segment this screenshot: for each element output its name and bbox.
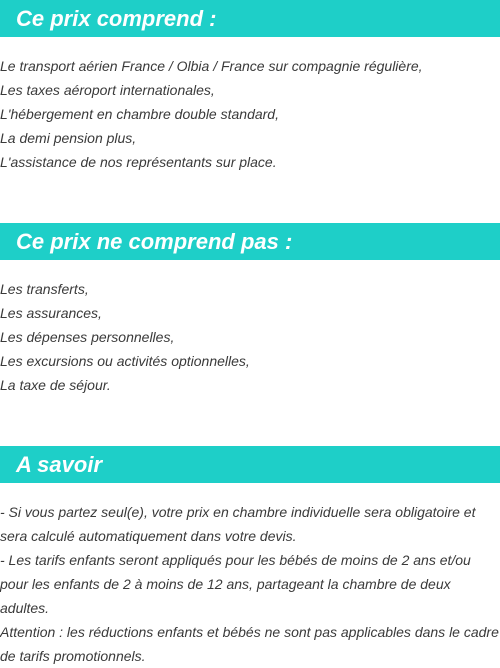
list-item: Les excursions ou activités optionnelles, xyxy=(0,353,250,369)
included-list xyxy=(0,54,500,174)
section-title: A savoir xyxy=(0,446,500,483)
list-item: L'assistance de nos représentants sur place. xyxy=(0,154,277,170)
info-paragraph: Attention : les réductions enfants et bébés ne sont pas applicables dans le cadre de tarifs promotionnels. xyxy=(0,624,499,664)
list-item: La taxe de séjour. xyxy=(0,377,111,393)
list-item: Le transport aérien France / Olbia / France sur compagnie régulière, xyxy=(0,58,423,74)
section-price-excludes xyxy=(0,223,500,397)
info-paragraph: - Les tarifs enfants seront appliqués pour les bébés de moins de 2 ans et/ou pour les enfants de 2 à moins de 12 ans, partageant la chambre de deux adultes. xyxy=(0,552,471,616)
section-price-includes xyxy=(0,0,500,174)
list-item: Les taxes aéroport internationales, xyxy=(0,82,215,98)
list-item: La demi pension plus, xyxy=(0,130,137,146)
section-good-to-know xyxy=(0,446,500,668)
info-paragraph: - Si vous partez seul(e), votre prix en chambre individuelle sera obligatoire et sera calculé automatiquement dans votre devis. xyxy=(0,504,476,544)
list-item: Les assurances, xyxy=(0,305,102,321)
info-paragraphs xyxy=(0,500,500,668)
list-item: Les transferts, xyxy=(0,281,89,297)
excluded-list xyxy=(0,277,500,397)
section-title: Ce prix ne comprend pas : xyxy=(0,223,500,260)
list-item: Les dépenses personnelles, xyxy=(0,329,175,345)
section-title: Ce prix comprend : xyxy=(0,0,500,37)
list-item: L'hébergement en chambre double standard, xyxy=(0,106,279,122)
